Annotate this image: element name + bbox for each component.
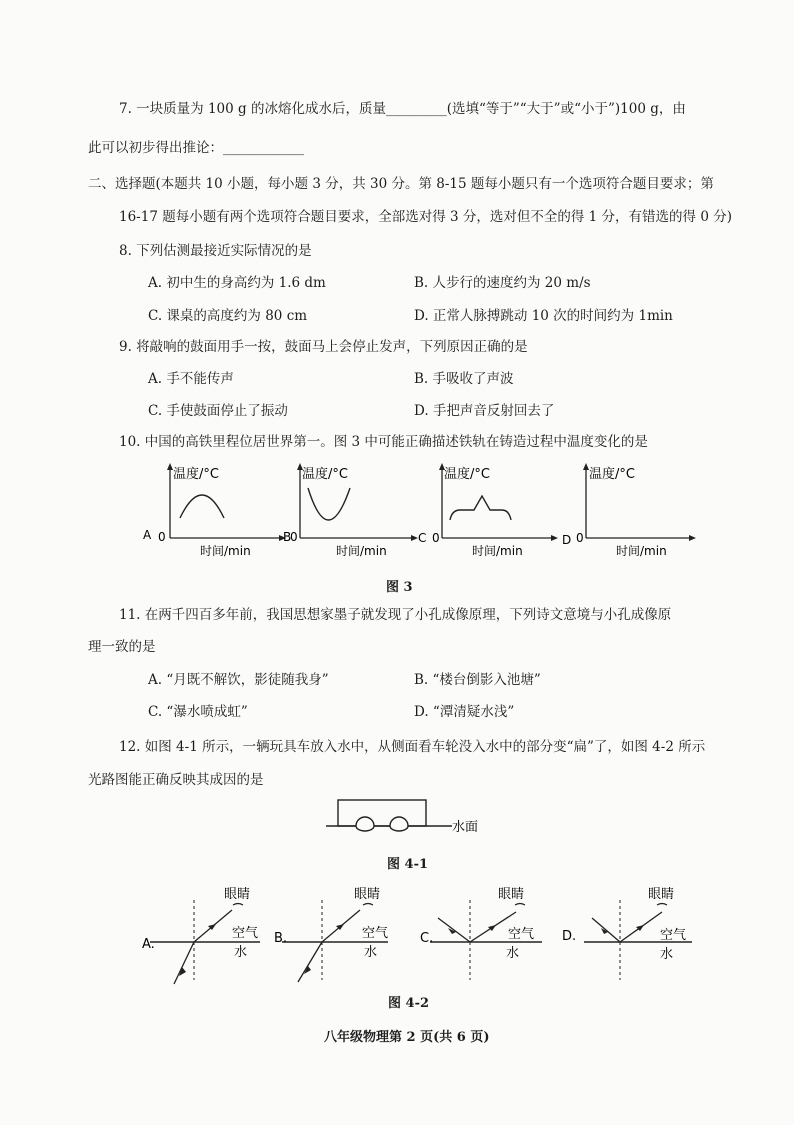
water-surface-label: 水面: [452, 820, 479, 835]
option-label: C.: [420, 931, 434, 946]
option-label: A.: [142, 937, 155, 952]
q10-graph-c: [416, 460, 566, 560]
q9-option-a: A. 手不能传声: [148, 371, 234, 387]
q11-option-d: D. “潭清疑水浅”: [414, 704, 515, 720]
car-body: [338, 800, 426, 826]
q8-option-a: A. 初中生的身高约为 1.6 dm: [148, 275, 326, 291]
q10-graph-d-ylabel: 温度/°C: [589, 467, 635, 482]
q10-graph-c-xlabel: 时间/min: [472, 544, 523, 558]
air-label: 空气: [508, 927, 535, 942]
q11-line2: 理一致的是: [88, 639, 156, 655]
q10-graph-a-origin: 0: [158, 530, 166, 544]
page-footer: 八年级物理第 2 页(共 6 页): [324, 1030, 490, 1045]
wheel-rear: [390, 817, 408, 831]
air-label: 空气: [232, 926, 259, 941]
q9-option-b: B. 手吸收了声波: [414, 371, 514, 387]
q10-graph-b-option-label: B: [283, 530, 292, 544]
figure-4-2-option-d: [562, 882, 702, 986]
option-label: B.: [274, 931, 288, 946]
q9-option-c: C. 手使鼓面停止了振动: [148, 403, 288, 419]
air-label: 空气: [362, 926, 389, 941]
q10-graph-b-curve: [308, 488, 350, 520]
wheel-front: [356, 817, 374, 831]
air-label: 空气: [660, 928, 687, 943]
q10-graph-d-xlabel: 时间/min: [616, 544, 667, 558]
q8-option-b: B. 人步行的速度约为 20 m/s: [414, 275, 591, 291]
eye-icon: [233, 904, 243, 906]
eye-label: 眼睛: [648, 887, 675, 902]
eye-label: 眼睛: [224, 887, 251, 902]
q8-stem: 8. 下列估测最接近实际情况的是: [119, 243, 312, 259]
water-label: 水: [506, 946, 520, 961]
q11-option-a: A. “月既不解饮，影徒随我身”: [148, 672, 329, 688]
q12-line2: 光路图能正确反映其成因的是: [88, 772, 264, 788]
q10-graph-c-option-label: C: [418, 531, 427, 545]
q10-graph-a: [140, 460, 290, 560]
water-label: 水: [234, 945, 248, 960]
figure-4-2-option-b: [272, 882, 402, 986]
q8-option-c: C. 课桌的高度约为 80 cm: [148, 308, 308, 324]
q10-graph-d-origin: 0: [576, 531, 584, 545]
figure-4-1-caption: 图 4-1: [387, 857, 429, 872]
figure-4-1-toy-car: [320, 794, 500, 844]
q10-stem: 10. 中国的高铁里程位居世界第一。图 3 中可能正确描述铁轨在铸造过程中温度变化的是: [119, 434, 648, 450]
water-label: 水: [364, 945, 378, 960]
q10-graph-c-ylabel: 温度/°C: [444, 467, 490, 482]
eye-icon: [657, 904, 667, 906]
q9-stem: 9. 将敲响的鼓面用手一按，鼓面马上会停止发声，下列原因正确的是: [119, 339, 528, 355]
eye-icon: [363, 904, 373, 906]
eye-label: 眼睛: [354, 887, 381, 902]
q8-option-d: D. 正常人脉搏跳动 10 次的时间约为 1min: [414, 308, 673, 324]
q10-graph-b-xlabel: 时间/min: [336, 544, 387, 558]
q10-graph-c-origin: 0: [432, 531, 440, 545]
q7-line1: 7. 一块质量为 100 g 的冰熔化成水后，质量_________(选填“等于”“大于”或“小于”)100 g，由: [119, 101, 686, 117]
option-label: D.: [562, 929, 577, 944]
figure-4-2-option-c: [420, 882, 560, 986]
q10-graph-b: [278, 460, 428, 560]
q11-option-c: C. “瀑水喷成虹”: [148, 704, 248, 720]
q10-graph-b-origin: 0: [290, 530, 298, 544]
section2-heading-line1: 二、选择题(本题共 10 小题，每小题 3 分，共 30 分。第 8-15 题每小题只有一个选项符合题目要求；第: [88, 176, 714, 192]
q10-graph-a-xlabel: 时间/min: [200, 544, 251, 558]
eye-label: 眼睛: [498, 887, 525, 902]
figure-4-2-caption: 图 4-2: [388, 996, 430, 1011]
figure-4-2-option-a: [142, 882, 272, 986]
figure-3-caption: 图 3: [386, 580, 413, 595]
q11-option-b: B. “楼台倒影入池塘”: [414, 672, 541, 688]
q12-line1: 12. 如图 4-1 所示，一辆玩具车放入水中，从侧面看车轮没入水中的部分变“扁”了，如图 4-2 所示: [119, 739, 706, 755]
section2-heading-line2: 16-17 题每小题有两个选项符合题目要求，全部选对得 3 分，选对但不全的得 1 分，有错选的得 0 分): [119, 209, 732, 225]
q7-line2: 此可以初步得出推论：____________: [88, 140, 304, 156]
q10-graph-b-ylabel: 温度/°C: [302, 467, 348, 482]
q9-option-d: D. 手把声音反射回去了: [414, 403, 555, 419]
q10-graph-a-ylabel: 温度/°C: [173, 467, 219, 482]
water-label: 水: [660, 947, 674, 962]
eye-icon: [515, 904, 525, 906]
q10-graph-a-option-label: A: [143, 528, 152, 542]
q10-graph-d: [556, 460, 706, 560]
q11-line1: 11. 在两千四百多年前，我国思想家墨子就发现了小孔成像原理，下列诗文意境与小孔成像原: [119, 607, 672, 623]
q10-graph-c-curve: [450, 496, 511, 520]
q10-graph-a-curve: [180, 495, 224, 518]
q10-graph-d-option-label: D: [562, 533, 572, 547]
